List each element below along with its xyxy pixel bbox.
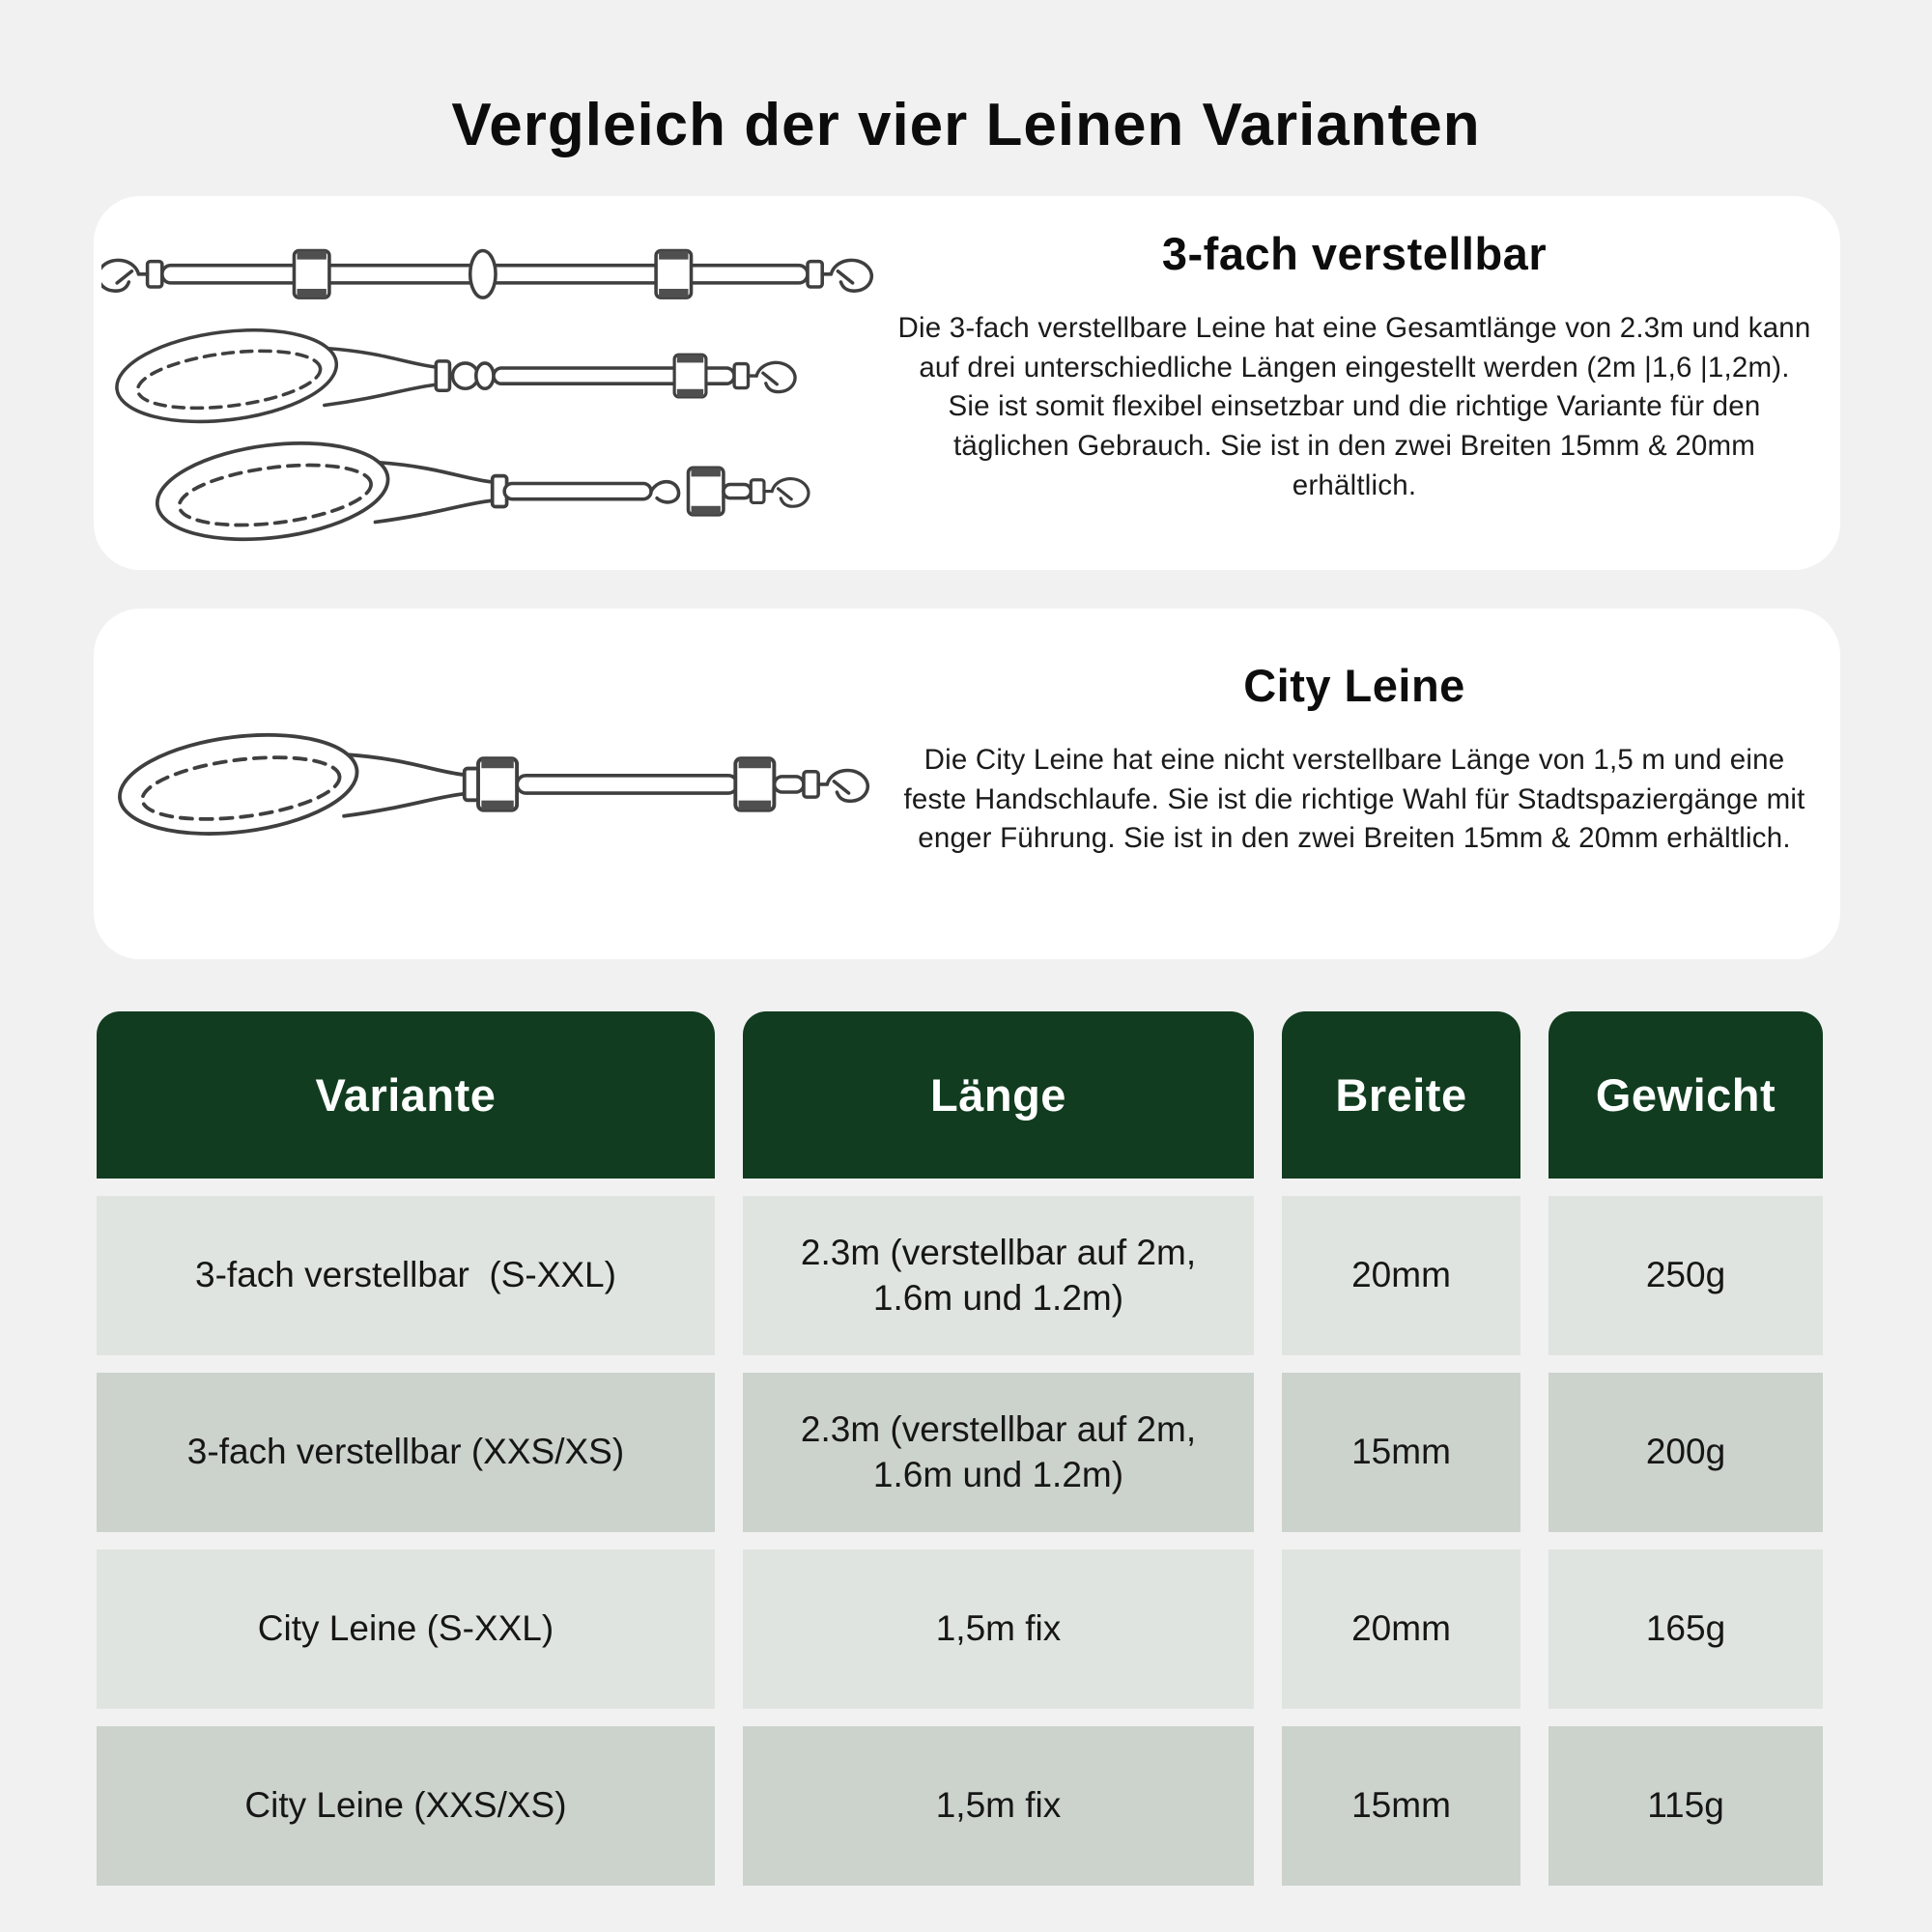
table-cell-variante: 3-fach verstellbar (XXS/XS) bbox=[97, 1373, 715, 1532]
card-adjustable-leash bbox=[94, 196, 1840, 570]
table-cell-variante: 3-fach verstellbar (S-XXL) bbox=[97, 1196, 715, 1355]
table-cell-laenge: 1,5m fix bbox=[743, 1726, 1254, 1886]
column-header-laenge: Länge bbox=[743, 1011, 1254, 1179]
table-cell-breite: 15mm bbox=[1282, 1373, 1520, 1532]
table-cell-gewicht: 200g bbox=[1548, 1373, 1823, 1532]
column-header-variante: Variante bbox=[97, 1011, 715, 1179]
leash-variant-1-6m bbox=[111, 319, 795, 433]
leash-variant-2m bbox=[101, 250, 871, 298]
card-heading: City Leine bbox=[1243, 660, 1465, 711]
card-description: Die 3-fach verstellbare Leine hat eine Gesamtlänge von 2.3m und kann auf drei unterschiedliche Längen eingestellt werden (2m |1,6 |1,2m). Sie ist somit flexibel einsetzbar und die richtige Variante für den täglichen Gebrauch. Sie ist in den zwei Breiten 15mm & 20mm erhältlich. bbox=[897, 312, 1811, 501]
adjustable-leash-illustration bbox=[101, 212, 884, 554]
table-cell-breite: 15mm bbox=[1282, 1726, 1520, 1886]
table-cell-gewicht: 115g bbox=[1548, 1726, 1823, 1886]
table-cell-laenge: 1,5m fix bbox=[743, 1549, 1254, 1709]
card-description: Die City Leine hat eine nicht verstellbare Länge von 1,5 m und eine feste Handschlaufe. Sie ist die richtige Wahl für Stadtspaziergänge mit enger Führung. Sie ist in den zwei Breiten 15mm & 20mm erhältlich. bbox=[903, 744, 1805, 855]
leash-variant-1-2m bbox=[152, 431, 809, 551]
city-leash-illustration bbox=[101, 609, 884, 959]
comparison-table bbox=[97, 1011, 1823, 1886]
table-cell-breite: 20mm bbox=[1282, 1549, 1520, 1709]
card-text-block bbox=[895, 227, 1813, 506]
table-cell-gewicht: 250g bbox=[1548, 1196, 1823, 1355]
city-leash-drawing bbox=[114, 723, 867, 846]
table-cell-variante: City Leine (S-XXL) bbox=[97, 1549, 715, 1709]
table-cell-breite: 20mm bbox=[1282, 1196, 1520, 1355]
card-heading: 3-fach verstellbar bbox=[1161, 228, 1548, 279]
table-cell-laenge: 2.3m (verstellbar auf 2m, 1.6m und 1.2m) bbox=[743, 1373, 1254, 1532]
card-city-leash bbox=[94, 609, 1840, 959]
table-cell-variante: City Leine (XXS/XS) bbox=[97, 1726, 715, 1886]
table-cell-laenge: 2.3m (verstellbar auf 2m, 1.6m und 1.2m) bbox=[743, 1196, 1254, 1355]
column-header-breite: Breite bbox=[1282, 1011, 1520, 1179]
card-text-block bbox=[895, 659, 1813, 859]
page-title: Vergleich der vier Leinen Varianten bbox=[451, 91, 1481, 158]
table-cell-gewicht: 165g bbox=[1548, 1549, 1823, 1709]
column-header-gewicht: Gewicht bbox=[1548, 1011, 1823, 1179]
